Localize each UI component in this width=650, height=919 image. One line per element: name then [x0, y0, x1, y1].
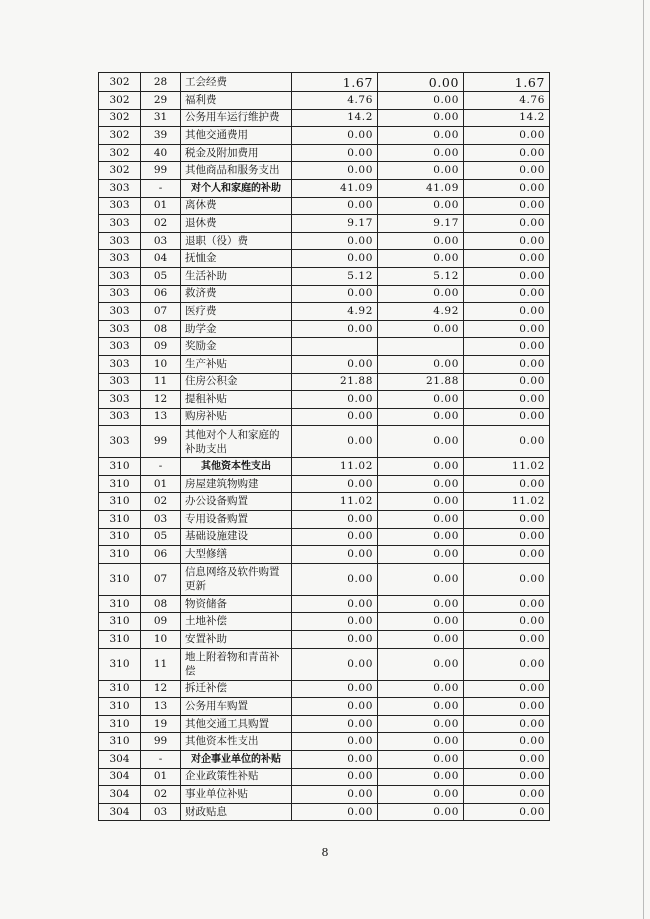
project-amount-cell: 0.00 [464, 250, 550, 268]
project-amount-cell: 11.02 [464, 458, 550, 476]
item-name-cell: 离休费 [181, 197, 292, 215]
item-code-cell: 08 [141, 320, 181, 338]
class-code-cell: 310 [99, 648, 141, 680]
item-name-cell: 住房公积金 [181, 373, 292, 391]
item-code-cell: 13 [141, 408, 181, 426]
class-code-cell: 303 [99, 355, 141, 373]
item-name-cell: 土地补偿 [181, 613, 292, 631]
item-name-cell: 其他交通工具购置 [181, 715, 292, 733]
table-row [99, 768, 550, 786]
class-code-cell: 310 [99, 511, 141, 529]
project-amount-cell: 0.00 [464, 355, 550, 373]
item-code-cell: 06 [141, 546, 181, 564]
item-name-cell: 助学金 [181, 320, 292, 338]
item-code-cell: 12 [141, 680, 181, 698]
item-code-cell: - [141, 458, 181, 476]
item-name-cell: 公务用车购置 [181, 698, 292, 716]
item-code-cell: 11 [141, 373, 181, 391]
item-name-cell: 信息网络及软件购置更新 [181, 563, 292, 595]
table-row [99, 127, 550, 145]
total-amount-cell: 0.00 [292, 250, 378, 268]
item-code-cell: 99 [141, 733, 181, 751]
table-row [99, 215, 550, 233]
basic-amount-cell: 0.00 [378, 563, 464, 595]
item-name-cell: 地上附着物和青苗补偿 [181, 648, 292, 680]
class-code-cell: 310 [99, 680, 141, 698]
table-row [99, 595, 550, 613]
total-amount-cell: 41.09 [292, 179, 378, 197]
item-name-cell: 生活补助 [181, 267, 292, 285]
item-code-cell: 29 [141, 92, 181, 110]
table-row [99, 546, 550, 564]
item-name-cell: 其他对个人和家庭的补助支出 [181, 426, 292, 458]
project-amount-cell: 0.00 [464, 179, 550, 197]
total-amount-cell: 0.00 [292, 631, 378, 649]
project-amount-cell: 0.00 [464, 285, 550, 303]
table-row [99, 751, 550, 769]
class-code-cell: 302 [99, 73, 141, 92]
table-row [99, 338, 550, 356]
project-amount-cell: 0.00 [464, 613, 550, 631]
item-code-cell: 01 [141, 197, 181, 215]
total-amount-cell: 0.00 [292, 426, 378, 458]
table-row [99, 715, 550, 733]
basic-amount-cell: 5.12 [378, 267, 464, 285]
project-amount-cell: 11.02 [464, 493, 550, 511]
item-name-cell: 退休费 [181, 215, 292, 233]
item-code-cell: 39 [141, 127, 181, 145]
total-amount-cell: 4.92 [292, 303, 378, 321]
item-name-cell: 抚恤金 [181, 250, 292, 268]
budget-table-body [99, 73, 550, 821]
item-name-cell: 财政贴息 [181, 803, 292, 821]
item-code-cell: 09 [141, 338, 181, 356]
item-code-cell: 11 [141, 648, 181, 680]
item-code-cell: 99 [141, 162, 181, 180]
table-row [99, 698, 550, 716]
class-code-cell: 310 [99, 475, 141, 493]
total-amount-cell: 0.00 [292, 144, 378, 162]
total-amount-cell: 0.00 [292, 355, 378, 373]
total-amount-cell: 0.00 [292, 285, 378, 303]
basic-amount-cell: 0.00 [378, 648, 464, 680]
basic-amount-cell: 0.00 [378, 408, 464, 426]
basic-amount-cell: 41.09 [378, 179, 464, 197]
item-code-cell: 07 [141, 303, 181, 321]
total-amount-cell: 4.76 [292, 92, 378, 110]
item-name-cell: 公务用车运行维护费 [181, 109, 292, 127]
total-amount-cell: 0.00 [292, 768, 378, 786]
item-code-cell: 02 [141, 786, 181, 804]
basic-amount-cell: 0.00 [378, 613, 464, 631]
item-name-cell: 奖励金 [181, 338, 292, 356]
total-amount-cell: 0.00 [292, 751, 378, 769]
total-amount-cell: 0.00 [292, 563, 378, 595]
basic-amount-cell: 0.00 [378, 680, 464, 698]
total-amount-cell: 0.00 [292, 528, 378, 546]
basic-amount-cell: 0.00 [378, 528, 464, 546]
project-amount-cell: 0.00 [464, 528, 550, 546]
table-row [99, 563, 550, 595]
class-code-cell: 310 [99, 613, 141, 631]
basic-amount-cell: 0.00 [378, 320, 464, 338]
basic-amount-cell: 0.00 [378, 285, 464, 303]
total-amount-cell: 0.00 [292, 786, 378, 804]
item-name-cell: 大型修缮 [181, 546, 292, 564]
item-name-cell: 办公设备购置 [181, 493, 292, 511]
item-code-cell: 28 [141, 73, 181, 92]
total-amount-cell: 0.00 [292, 648, 378, 680]
item-code-cell: 08 [141, 595, 181, 613]
table-row [99, 391, 550, 409]
class-code-cell: 303 [99, 179, 141, 197]
class-code-cell: 310 [99, 563, 141, 595]
basic-amount-cell: 0.00 [378, 751, 464, 769]
project-amount-cell: 0.00 [464, 475, 550, 493]
total-amount-cell: 9.17 [292, 215, 378, 233]
item-code-cell: 10 [141, 631, 181, 649]
project-amount-cell: 0.00 [464, 803, 550, 821]
basic-amount-cell: 0.00 [378, 127, 464, 145]
item-name-cell: 专用设备购置 [181, 511, 292, 529]
class-code-cell: 302 [99, 127, 141, 145]
basic-amount-cell: 0.00 [378, 355, 464, 373]
class-code-cell: 303 [99, 408, 141, 426]
total-amount-cell: 0.00 [292, 162, 378, 180]
project-amount-cell: 0.00 [464, 127, 550, 145]
basic-amount-cell: 0.00 [378, 458, 464, 476]
class-code-cell: 304 [99, 786, 141, 804]
project-amount-cell: 0.00 [464, 698, 550, 716]
project-amount-cell: 0.00 [464, 631, 550, 649]
total-amount-cell: 0.00 [292, 698, 378, 716]
table-row [99, 162, 550, 180]
class-code-cell: 303 [99, 391, 141, 409]
class-code-cell: 303 [99, 232, 141, 250]
item-name-cell: 对个人和家庭的补助 [181, 179, 292, 197]
basic-amount-cell: 0.00 [378, 595, 464, 613]
table-row [99, 458, 550, 476]
class-code-cell: 304 [99, 803, 141, 821]
class-code-cell: 303 [99, 373, 141, 391]
total-amount-cell: 5.12 [292, 267, 378, 285]
table-row [99, 144, 550, 162]
class-code-cell: 303 [99, 320, 141, 338]
project-amount-cell: 0.00 [464, 303, 550, 321]
total-amount-cell [292, 338, 378, 356]
basic-amount-cell: 0.00 [378, 511, 464, 529]
item-name-cell: 福利费 [181, 92, 292, 110]
basic-amount-cell: 0.00 [378, 391, 464, 409]
item-code-cell: 19 [141, 715, 181, 733]
total-amount-cell: 0.00 [292, 232, 378, 250]
item-code-cell: 02 [141, 493, 181, 511]
item-code-cell: 04 [141, 250, 181, 268]
item-name-cell: 其他资本性支出 [181, 458, 292, 476]
table-row [99, 320, 550, 338]
basic-amount-cell: 0.00 [378, 426, 464, 458]
table-row [99, 475, 550, 493]
total-amount-cell: 14.2 [292, 109, 378, 127]
item-name-cell: 其他商品和服务支出 [181, 162, 292, 180]
item-code-cell: 03 [141, 803, 181, 821]
basic-amount-cell: 0.00 [378, 786, 464, 804]
project-amount-cell: 0.00 [464, 563, 550, 595]
project-amount-cell: 0.00 [464, 786, 550, 804]
project-amount-cell: 0.00 [464, 680, 550, 698]
total-amount-cell: 0.00 [292, 733, 378, 751]
item-code-cell: 05 [141, 528, 181, 546]
class-code-cell: 303 [99, 197, 141, 215]
class-code-cell: 303 [99, 215, 141, 233]
project-amount-cell: 0.00 [464, 733, 550, 751]
item-code-cell: 09 [141, 613, 181, 631]
project-amount-cell: 0.00 [464, 391, 550, 409]
project-amount-cell: 0.00 [464, 320, 550, 338]
total-amount-cell: 21.88 [292, 373, 378, 391]
class-code-cell: 302 [99, 109, 141, 127]
project-amount-cell: 0.00 [464, 162, 550, 180]
basic-amount-cell: 0.00 [378, 232, 464, 250]
class-code-cell: 302 [99, 92, 141, 110]
project-amount-cell: 0.00 [464, 232, 550, 250]
table-row [99, 511, 550, 529]
item-code-cell: 06 [141, 285, 181, 303]
total-amount-cell: 0.00 [292, 680, 378, 698]
page-number: 8 [321, 846, 329, 859]
basic-amount-cell: 0.00 [378, 144, 464, 162]
total-amount-cell: 0.00 [292, 127, 378, 145]
basic-amount-cell: 0.00 [378, 162, 464, 180]
basic-amount-cell: 0.00 [378, 197, 464, 215]
table-row [99, 109, 550, 127]
project-amount-cell: 1.67 [464, 73, 550, 92]
project-amount-cell: 0.00 [464, 373, 550, 391]
item-code-cell: 40 [141, 144, 181, 162]
project-amount-cell: 0.00 [464, 197, 550, 215]
table-row [99, 733, 550, 751]
item-name-cell: 退职（役）费 [181, 232, 292, 250]
class-code-cell: 303 [99, 250, 141, 268]
table-row [99, 680, 550, 698]
project-amount-cell: 0.00 [464, 267, 550, 285]
basic-amount-cell: 0.00 [378, 475, 464, 493]
basic-amount-cell: 0.00 [378, 546, 464, 564]
table-row [99, 803, 550, 821]
item-name-cell: 医疗费 [181, 303, 292, 321]
item-code-cell: 02 [141, 215, 181, 233]
class-code-cell: 303 [99, 285, 141, 303]
item-code-cell: 07 [141, 563, 181, 595]
class-code-cell: 310 [99, 595, 141, 613]
project-amount-cell: 0.00 [464, 546, 550, 564]
item-name-cell: 对企事业单位的补贴 [181, 751, 292, 769]
table-row [99, 303, 550, 321]
project-amount-cell: 0.00 [464, 751, 550, 769]
table-row [99, 285, 550, 303]
class-code-cell: 302 [99, 144, 141, 162]
item-name-cell: 房屋建筑物购建 [181, 475, 292, 493]
item-name-cell: 物资储备 [181, 595, 292, 613]
item-code-cell: 05 [141, 267, 181, 285]
basic-amount-cell: 0.00 [378, 493, 464, 511]
class-code-cell: 310 [99, 458, 141, 476]
project-amount-cell: 14.2 [464, 109, 550, 127]
total-amount-cell: 0.00 [292, 391, 378, 409]
item-code-cell: 03 [141, 511, 181, 529]
class-code-cell: 310 [99, 528, 141, 546]
class-code-cell: 304 [99, 751, 141, 769]
project-amount-cell: 4.76 [464, 92, 550, 110]
class-code-cell: 303 [99, 426, 141, 458]
class-code-cell: 304 [99, 768, 141, 786]
class-code-cell: 310 [99, 631, 141, 649]
item-code-cell: 01 [141, 768, 181, 786]
basic-amount-cell: 0.00 [378, 631, 464, 649]
item-name-cell: 生产补贴 [181, 355, 292, 373]
project-amount-cell: 0.00 [464, 595, 550, 613]
table-row [99, 408, 550, 426]
basic-amount-cell: 0.00 [378, 698, 464, 716]
project-amount-cell: 0.00 [464, 338, 550, 356]
item-name-cell: 救济费 [181, 285, 292, 303]
item-name-cell: 其他交通费用 [181, 127, 292, 145]
table-row [99, 355, 550, 373]
project-amount-cell: 0.00 [464, 715, 550, 733]
item-code-cell: 01 [141, 475, 181, 493]
table-row [99, 373, 550, 391]
item-name-cell: 其他资本性支出 [181, 733, 292, 751]
class-code-cell: 303 [99, 267, 141, 285]
item-name-cell: 提租补贴 [181, 391, 292, 409]
total-amount-cell: 0.00 [292, 320, 378, 338]
item-code-cell: 31 [141, 109, 181, 127]
table-row [99, 426, 550, 458]
class-code-cell: 302 [99, 162, 141, 180]
project-amount-cell: 0.00 [464, 426, 550, 458]
item-name-cell: 企业政策性补贴 [181, 768, 292, 786]
basic-amount-cell: 9.17 [378, 215, 464, 233]
basic-amount-cell: 0.00 [378, 92, 464, 110]
basic-amount-cell: 0.00 [378, 250, 464, 268]
project-amount-cell: 0.00 [464, 768, 550, 786]
total-amount-cell: 0.00 [292, 511, 378, 529]
total-amount-cell: 0.00 [292, 715, 378, 733]
project-amount-cell: 0.00 [464, 215, 550, 233]
basic-amount-cell: 0.00 [378, 768, 464, 786]
class-code-cell: 303 [99, 338, 141, 356]
item-name-cell: 工会经费 [181, 73, 292, 92]
item-name-cell: 购房补贴 [181, 408, 292, 426]
total-amount-cell: 0.00 [292, 613, 378, 631]
total-amount-cell: 1.67 [292, 73, 378, 92]
item-name-cell: 基础设施建设 [181, 528, 292, 546]
basic-amount-cell: 21.88 [378, 373, 464, 391]
item-code-cell: - [141, 179, 181, 197]
table-row [99, 493, 550, 511]
item-code-cell: 10 [141, 355, 181, 373]
basic-amount-cell: 4.92 [378, 303, 464, 321]
item-code-cell: 03 [141, 232, 181, 250]
item-name-cell: 安置补助 [181, 631, 292, 649]
total-amount-cell: 0.00 [292, 546, 378, 564]
page-edge [643, 0, 644, 919]
table-row [99, 648, 550, 680]
budget-table [98, 72, 550, 821]
basic-amount-cell: 0.00 [378, 73, 464, 92]
class-code-cell: 310 [99, 698, 141, 716]
total-amount-cell: 0.00 [292, 595, 378, 613]
item-code-cell: 12 [141, 391, 181, 409]
table-row [99, 73, 550, 92]
project-amount-cell: 0.00 [464, 408, 550, 426]
class-code-cell: 310 [99, 715, 141, 733]
class-code-cell: 310 [99, 733, 141, 751]
basic-amount-cell: 0.00 [378, 733, 464, 751]
item-code-cell: 99 [141, 426, 181, 458]
total-amount-cell: 0.00 [292, 475, 378, 493]
table-row [99, 197, 550, 215]
class-code-cell: 310 [99, 546, 141, 564]
item-code-cell: - [141, 751, 181, 769]
project-amount-cell: 0.00 [464, 144, 550, 162]
table-row [99, 232, 550, 250]
project-amount-cell: 0.00 [464, 648, 550, 680]
table-row [99, 267, 550, 285]
total-amount-cell: 11.02 [292, 493, 378, 511]
table-row [99, 786, 550, 804]
table-row [99, 179, 550, 197]
basic-amount-cell: 0.00 [378, 803, 464, 821]
project-amount-cell: 0.00 [464, 511, 550, 529]
item-code-cell: 13 [141, 698, 181, 716]
total-amount-cell: 0.00 [292, 197, 378, 215]
basic-amount-cell: 0.00 [378, 109, 464, 127]
total-amount-cell: 0.00 [292, 408, 378, 426]
total-amount-cell: 11.02 [292, 458, 378, 476]
item-name-cell: 拆迁补偿 [181, 680, 292, 698]
basic-amount-cell [378, 338, 464, 356]
item-name-cell: 事业单位补贴 [181, 786, 292, 804]
basic-amount-cell: 0.00 [378, 715, 464, 733]
class-code-cell: 310 [99, 493, 141, 511]
table-row [99, 92, 550, 110]
total-amount-cell: 0.00 [292, 803, 378, 821]
table-row [99, 250, 550, 268]
table-row [99, 613, 550, 631]
item-name-cell: 税金及附加费用 [181, 144, 292, 162]
class-code-cell: 303 [99, 303, 141, 321]
table-row [99, 631, 550, 649]
table-row [99, 528, 550, 546]
